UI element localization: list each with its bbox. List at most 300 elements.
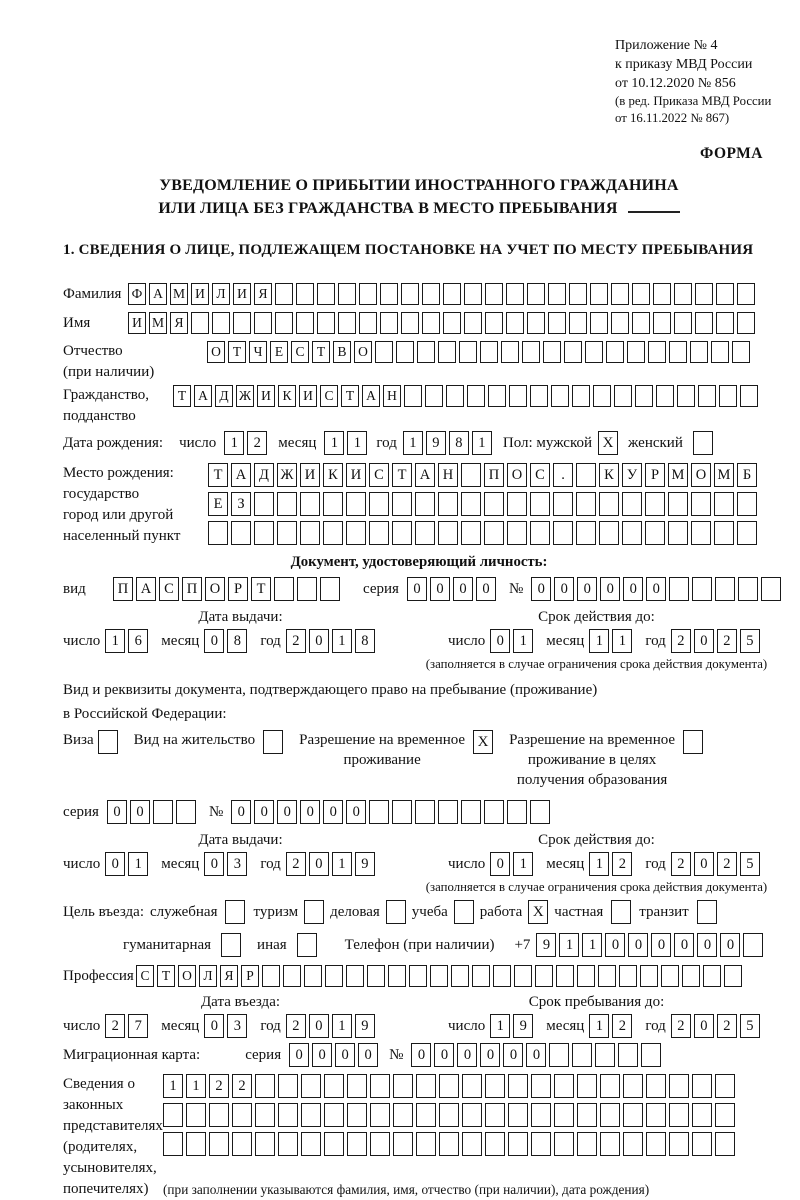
form-cell[interactable] bbox=[464, 283, 482, 305]
form-cell[interactable] bbox=[422, 312, 440, 334]
form-cell[interactable] bbox=[576, 521, 596, 545]
form-cell[interactable]: 2 bbox=[286, 852, 306, 876]
form-cell[interactable] bbox=[611, 900, 631, 924]
form-cell[interactable] bbox=[711, 341, 729, 363]
form-cell[interactable] bbox=[622, 492, 642, 516]
form-cell[interactable] bbox=[661, 965, 679, 987]
form-cell[interactable] bbox=[416, 1103, 436, 1127]
form-cell[interactable] bbox=[646, 1132, 666, 1156]
form-cell[interactable]: 0 bbox=[107, 800, 127, 824]
form-cell[interactable] bbox=[278, 1074, 298, 1098]
form-cell[interactable] bbox=[508, 1074, 528, 1098]
form-cell[interactable]: И bbox=[128, 312, 146, 334]
form-cell[interactable] bbox=[225, 900, 245, 924]
form-cell[interactable] bbox=[674, 312, 692, 334]
form-cell[interactable] bbox=[527, 312, 545, 334]
form-cell[interactable] bbox=[380, 283, 398, 305]
form-cell[interactable] bbox=[577, 1074, 597, 1098]
form-cell[interactable] bbox=[697, 900, 717, 924]
form-cell[interactable]: 0 bbox=[309, 1014, 329, 1038]
form-cell[interactable]: М bbox=[149, 312, 167, 334]
form-cell[interactable]: А bbox=[231, 463, 251, 487]
form-cell[interactable] bbox=[506, 283, 524, 305]
form-cell[interactable]: М bbox=[714, 463, 734, 487]
form-cell[interactable] bbox=[576, 492, 596, 516]
form-cell[interactable] bbox=[346, 492, 366, 516]
form-cell[interactable] bbox=[646, 1074, 666, 1098]
form-cell[interactable]: 0 bbox=[105, 852, 125, 876]
form-cell[interactable]: 1 bbox=[332, 629, 352, 653]
form-cell[interactable] bbox=[600, 1103, 620, 1127]
form-cell[interactable] bbox=[454, 900, 474, 924]
form-cell[interactable] bbox=[323, 521, 343, 545]
form-cell[interactable] bbox=[369, 521, 389, 545]
form-cell[interactable] bbox=[462, 1103, 482, 1127]
form-cell[interactable] bbox=[467, 385, 485, 407]
form-cell[interactable] bbox=[401, 283, 419, 305]
form-cell[interactable]: 1 bbox=[472, 431, 492, 455]
form-cell[interactable] bbox=[296, 283, 314, 305]
form-cell[interactable] bbox=[600, 1074, 620, 1098]
form-cell[interactable]: Т bbox=[157, 965, 175, 987]
form-cell[interactable]: И bbox=[346, 463, 366, 487]
form-cell[interactable] bbox=[653, 312, 671, 334]
form-cell[interactable]: И bbox=[233, 283, 251, 305]
form-cell[interactable]: Р bbox=[228, 577, 248, 601]
form-cell[interactable] bbox=[404, 385, 422, 407]
form-cell[interactable]: 0 bbox=[490, 629, 510, 653]
form-cell[interactable]: О bbox=[507, 463, 527, 487]
form-cell[interactable] bbox=[98, 730, 118, 754]
form-cell[interactable]: 1 bbox=[490, 1014, 510, 1038]
form-cell[interactable] bbox=[715, 1074, 735, 1098]
form-cell[interactable] bbox=[623, 1074, 643, 1098]
form-cell[interactable] bbox=[277, 492, 297, 516]
form-cell[interactable] bbox=[554, 1103, 574, 1127]
form-cell[interactable]: М bbox=[170, 283, 188, 305]
form-cell[interactable] bbox=[548, 283, 566, 305]
form-cell[interactable] bbox=[645, 492, 665, 516]
form-cell[interactable]: В bbox=[333, 341, 351, 363]
form-cell[interactable]: А bbox=[194, 385, 212, 407]
form-cell[interactable] bbox=[484, 800, 504, 824]
form-cell[interactable] bbox=[645, 521, 665, 545]
form-cell[interactable] bbox=[714, 492, 734, 516]
form-cell[interactable] bbox=[425, 385, 443, 407]
form-cell[interactable] bbox=[576, 463, 596, 487]
form-cell[interactable] bbox=[590, 283, 608, 305]
form-cell[interactable]: 1 bbox=[589, 629, 609, 653]
form-cell[interactable] bbox=[393, 1103, 413, 1127]
form-cell[interactable] bbox=[564, 341, 582, 363]
form-cell[interactable]: 0 bbox=[289, 1043, 309, 1067]
form-cell[interactable]: К bbox=[599, 463, 619, 487]
form-cell[interactable]: 2 bbox=[286, 629, 306, 653]
form-cell[interactable] bbox=[646, 1103, 666, 1127]
form-cell[interactable]: Т bbox=[208, 463, 228, 487]
form-cell[interactable] bbox=[737, 521, 757, 545]
form-cell[interactable]: 0 bbox=[480, 1043, 500, 1067]
form-cell[interactable]: 2 bbox=[612, 1014, 632, 1038]
form-cell[interactable]: И bbox=[191, 283, 209, 305]
form-cell[interactable]: X bbox=[598, 431, 618, 455]
form-cell[interactable]: А bbox=[136, 577, 156, 601]
form-cell[interactable]: С bbox=[320, 385, 338, 407]
form-cell[interactable]: 1 bbox=[513, 852, 533, 876]
form-cell[interactable]: С bbox=[291, 341, 309, 363]
form-cell[interactable]: 9 bbox=[513, 1014, 533, 1038]
form-cell[interactable]: 0 bbox=[346, 800, 366, 824]
form-cell[interactable]: 3 bbox=[227, 852, 247, 876]
form-cell[interactable] bbox=[255, 1103, 275, 1127]
form-cell[interactable] bbox=[367, 965, 385, 987]
form-cell[interactable] bbox=[393, 1074, 413, 1098]
form-cell[interactable]: 7 bbox=[128, 1014, 148, 1038]
form-cell[interactable] bbox=[324, 1103, 344, 1127]
form-cell[interactable] bbox=[297, 577, 317, 601]
form-cell[interactable] bbox=[653, 283, 671, 305]
form-cell[interactable] bbox=[554, 1132, 574, 1156]
form-cell[interactable]: 0 bbox=[407, 577, 427, 601]
form-cell[interactable] bbox=[393, 1132, 413, 1156]
form-cell[interactable] bbox=[543, 341, 561, 363]
form-cell[interactable] bbox=[380, 312, 398, 334]
form-cell[interactable] bbox=[375, 341, 393, 363]
form-cell[interactable]: И bbox=[299, 385, 317, 407]
form-cell[interactable]: 2 bbox=[717, 1014, 737, 1038]
form-cell[interactable]: 2 bbox=[209, 1074, 229, 1098]
form-cell[interactable]: 0 bbox=[323, 800, 343, 824]
form-cell[interactable] bbox=[208, 521, 228, 545]
form-cell[interactable] bbox=[514, 965, 532, 987]
form-cell[interactable]: 5 bbox=[740, 1014, 760, 1038]
form-cell[interactable]: И bbox=[257, 385, 275, 407]
form-cell[interactable] bbox=[692, 1103, 712, 1127]
form-cell[interactable] bbox=[577, 1132, 597, 1156]
form-cell[interactable] bbox=[439, 1074, 459, 1098]
form-cell[interactable]: С bbox=[369, 463, 389, 487]
form-cell[interactable] bbox=[392, 521, 412, 545]
form-cell[interactable] bbox=[275, 283, 293, 305]
form-cell[interactable]: 5 bbox=[740, 852, 760, 876]
form-cell[interactable] bbox=[493, 965, 511, 987]
form-cell[interactable] bbox=[274, 577, 294, 601]
form-cell[interactable]: О bbox=[691, 463, 711, 487]
form-cell[interactable]: 9 bbox=[536, 933, 556, 957]
form-cell[interactable] bbox=[618, 1043, 638, 1067]
form-cell[interactable] bbox=[304, 900, 324, 924]
form-cell[interactable]: Н bbox=[438, 463, 458, 487]
form-cell[interactable] bbox=[323, 492, 343, 516]
form-cell[interactable] bbox=[480, 341, 498, 363]
form-cell[interactable] bbox=[614, 385, 632, 407]
form-cell[interactable]: 1 bbox=[332, 1014, 352, 1038]
form-cell[interactable] bbox=[415, 521, 435, 545]
form-cell[interactable]: 1 bbox=[589, 1014, 609, 1038]
form-cell[interactable] bbox=[263, 730, 283, 754]
form-cell[interactable] bbox=[669, 1103, 689, 1127]
form-cell[interactable] bbox=[703, 965, 721, 987]
form-cell[interactable] bbox=[501, 341, 519, 363]
form-cell[interactable] bbox=[461, 800, 481, 824]
form-cell[interactable] bbox=[531, 1103, 551, 1127]
form-cell[interactable] bbox=[221, 933, 241, 957]
form-cell[interactable]: Л bbox=[199, 965, 217, 987]
form-cell[interactable]: 2 bbox=[232, 1074, 252, 1098]
form-cell[interactable] bbox=[622, 521, 642, 545]
form-cell[interactable] bbox=[176, 800, 196, 824]
form-cell[interactable] bbox=[507, 800, 527, 824]
form-cell[interactable] bbox=[606, 341, 624, 363]
form-cell[interactable] bbox=[438, 521, 458, 545]
form-cell[interactable] bbox=[461, 492, 481, 516]
form-cell[interactable]: А bbox=[149, 283, 167, 305]
form-cell[interactable] bbox=[690, 341, 708, 363]
form-cell[interactable]: 1 bbox=[332, 852, 352, 876]
form-cell[interactable]: Ф bbox=[128, 283, 146, 305]
form-cell[interactable] bbox=[530, 385, 548, 407]
form-cell[interactable] bbox=[396, 341, 414, 363]
form-cell[interactable]: 0 bbox=[600, 577, 620, 601]
form-cell[interactable] bbox=[430, 965, 448, 987]
form-cell[interactable] bbox=[640, 965, 658, 987]
form-cell[interactable] bbox=[417, 341, 435, 363]
form-cell[interactable]: 0 bbox=[130, 800, 150, 824]
form-cell[interactable] bbox=[669, 1074, 689, 1098]
form-cell[interactable]: 0 bbox=[309, 852, 329, 876]
form-cell[interactable]: 0 bbox=[651, 933, 671, 957]
form-cell[interactable]: 0 bbox=[309, 629, 329, 653]
form-cell[interactable] bbox=[278, 1132, 298, 1156]
form-cell[interactable]: Я bbox=[220, 965, 238, 987]
form-cell[interactable] bbox=[522, 341, 540, 363]
form-cell[interactable]: 0 bbox=[628, 933, 648, 957]
form-cell[interactable] bbox=[186, 1103, 206, 1127]
form-cell[interactable] bbox=[320, 577, 340, 601]
form-cell[interactable] bbox=[233, 312, 251, 334]
form-cell[interactable]: 0 bbox=[204, 1014, 224, 1038]
form-cell[interactable] bbox=[508, 1103, 528, 1127]
form-cell[interactable] bbox=[585, 341, 603, 363]
form-cell[interactable]: Т bbox=[341, 385, 359, 407]
form-cell[interactable]: Ж bbox=[277, 463, 297, 487]
form-cell[interactable] bbox=[761, 577, 781, 601]
form-cell[interactable] bbox=[275, 312, 293, 334]
form-cell[interactable] bbox=[416, 1132, 436, 1156]
form-cell[interactable]: 0 bbox=[720, 933, 740, 957]
form-cell[interactable] bbox=[415, 492, 435, 516]
form-cell[interactable] bbox=[598, 965, 616, 987]
form-cell[interactable] bbox=[668, 521, 688, 545]
form-cell[interactable]: 0 bbox=[457, 1043, 477, 1067]
form-cell[interactable] bbox=[648, 341, 666, 363]
form-cell[interactable] bbox=[232, 1132, 252, 1156]
form-cell[interactable]: И bbox=[300, 463, 320, 487]
form-cell[interactable]: 2 bbox=[612, 852, 632, 876]
form-cell[interactable]: 3 bbox=[227, 1014, 247, 1038]
form-cell[interactable] bbox=[669, 577, 689, 601]
form-cell[interactable]: 1 bbox=[163, 1074, 183, 1098]
form-cell[interactable] bbox=[347, 1132, 367, 1156]
form-cell[interactable]: 1 bbox=[403, 431, 423, 455]
form-cell[interactable] bbox=[409, 965, 427, 987]
form-cell[interactable]: 0 bbox=[577, 577, 597, 601]
form-cell[interactable] bbox=[719, 385, 737, 407]
form-cell[interactable] bbox=[635, 385, 653, 407]
form-cell[interactable] bbox=[577, 1103, 597, 1127]
form-cell[interactable] bbox=[254, 312, 272, 334]
form-cell[interactable]: 1 bbox=[559, 933, 579, 957]
form-cell[interactable] bbox=[632, 283, 650, 305]
form-cell[interactable] bbox=[683, 730, 703, 754]
form-cell[interactable]: X bbox=[528, 900, 548, 924]
form-cell[interactable] bbox=[632, 312, 650, 334]
form-cell[interactable] bbox=[300, 521, 320, 545]
form-cell[interactable]: 0 bbox=[312, 1043, 332, 1067]
form-cell[interactable]: . bbox=[553, 463, 573, 487]
form-cell[interactable] bbox=[715, 577, 735, 601]
form-cell[interactable] bbox=[507, 521, 527, 545]
form-cell[interactable]: Т bbox=[312, 341, 330, 363]
form-cell[interactable]: 6 bbox=[128, 629, 148, 653]
form-cell[interactable] bbox=[531, 1132, 551, 1156]
form-cell[interactable]: 0 bbox=[434, 1043, 454, 1067]
form-cell[interactable] bbox=[209, 1103, 229, 1127]
form-cell[interactable]: Л bbox=[212, 283, 230, 305]
form-cell[interactable]: 2 bbox=[286, 1014, 306, 1038]
blank-underline[interactable] bbox=[628, 197, 680, 213]
form-cell[interactable] bbox=[359, 283, 377, 305]
form-cell[interactable] bbox=[724, 965, 742, 987]
form-cell[interactable] bbox=[611, 312, 629, 334]
form-cell[interactable] bbox=[369, 800, 389, 824]
form-cell[interactable] bbox=[691, 521, 711, 545]
form-cell[interactable] bbox=[388, 965, 406, 987]
form-cell[interactable] bbox=[740, 385, 758, 407]
form-cell[interactable]: 2 bbox=[671, 852, 691, 876]
form-cell[interactable] bbox=[593, 385, 611, 407]
form-cell[interactable]: М bbox=[668, 463, 688, 487]
form-cell[interactable] bbox=[301, 1132, 321, 1156]
form-cell[interactable] bbox=[716, 283, 734, 305]
form-cell[interactable] bbox=[438, 492, 458, 516]
form-cell[interactable]: 2 bbox=[717, 629, 737, 653]
form-cell[interactable]: Т bbox=[392, 463, 412, 487]
form-cell[interactable]: 8 bbox=[227, 629, 247, 653]
form-cell[interactable]: 2 bbox=[671, 1014, 691, 1038]
form-cell[interactable] bbox=[691, 492, 711, 516]
form-cell[interactable]: 0 bbox=[674, 933, 694, 957]
form-cell[interactable] bbox=[507, 492, 527, 516]
form-cell[interactable] bbox=[317, 283, 335, 305]
form-cell[interactable]: О bbox=[354, 341, 372, 363]
form-cell[interactable]: К bbox=[278, 385, 296, 407]
form-cell[interactable] bbox=[553, 521, 573, 545]
form-cell[interactable] bbox=[577, 965, 595, 987]
form-cell[interactable] bbox=[277, 521, 297, 545]
form-cell[interactable]: 0 bbox=[503, 1043, 523, 1067]
form-cell[interactable]: 0 bbox=[300, 800, 320, 824]
form-cell[interactable] bbox=[347, 1074, 367, 1098]
form-cell[interactable]: 0 bbox=[231, 800, 251, 824]
form-cell[interactable] bbox=[484, 492, 504, 516]
form-cell[interactable] bbox=[301, 1103, 321, 1127]
form-cell[interactable] bbox=[737, 312, 755, 334]
form-cell[interactable] bbox=[401, 312, 419, 334]
form-cell[interactable] bbox=[209, 1132, 229, 1156]
form-cell[interactable] bbox=[619, 965, 637, 987]
form-cell[interactable]: 0 bbox=[358, 1043, 378, 1067]
form-cell[interactable] bbox=[254, 492, 274, 516]
form-cell[interactable]: 2 bbox=[247, 431, 267, 455]
form-cell[interactable]: Б bbox=[737, 463, 757, 487]
form-cell[interactable] bbox=[461, 463, 481, 487]
form-cell[interactable] bbox=[485, 1132, 505, 1156]
form-cell[interactable]: 0 bbox=[694, 1014, 714, 1038]
form-cell[interactable] bbox=[656, 385, 674, 407]
form-cell[interactable] bbox=[695, 312, 713, 334]
form-cell[interactable] bbox=[485, 1074, 505, 1098]
form-cell[interactable] bbox=[572, 1043, 592, 1067]
form-cell[interactable] bbox=[553, 492, 573, 516]
form-cell[interactable] bbox=[698, 385, 716, 407]
form-cell[interactable] bbox=[163, 1132, 183, 1156]
form-cell[interactable]: 0 bbox=[430, 577, 450, 601]
form-cell[interactable] bbox=[472, 965, 490, 987]
form-cell[interactable]: О bbox=[178, 965, 196, 987]
form-cell[interactable]: О bbox=[205, 577, 225, 601]
form-cell[interactable] bbox=[283, 965, 301, 987]
form-cell[interactable]: П bbox=[113, 577, 133, 601]
form-cell[interactable] bbox=[325, 965, 343, 987]
form-cell[interactable] bbox=[692, 577, 712, 601]
form-cell[interactable] bbox=[212, 312, 230, 334]
form-cell[interactable] bbox=[324, 1132, 344, 1156]
form-cell[interactable]: Т bbox=[251, 577, 271, 601]
form-cell[interactable]: А bbox=[415, 463, 435, 487]
form-cell[interactable] bbox=[506, 312, 524, 334]
form-cell[interactable] bbox=[464, 312, 482, 334]
form-cell[interactable]: 1 bbox=[324, 431, 344, 455]
form-cell[interactable]: 0 bbox=[554, 577, 574, 601]
form-cell[interactable] bbox=[674, 283, 692, 305]
form-cell[interactable] bbox=[737, 283, 755, 305]
form-cell[interactable]: С bbox=[159, 577, 179, 601]
form-cell[interactable]: 1 bbox=[347, 431, 367, 455]
form-cell[interactable] bbox=[508, 1132, 528, 1156]
form-cell[interactable]: 1 bbox=[513, 629, 533, 653]
form-cell[interactable]: 2 bbox=[717, 852, 737, 876]
form-cell[interactable] bbox=[599, 492, 619, 516]
form-cell[interactable] bbox=[304, 965, 322, 987]
form-cell[interactable] bbox=[346, 965, 364, 987]
form-cell[interactable]: 0 bbox=[254, 800, 274, 824]
form-cell[interactable] bbox=[392, 492, 412, 516]
form-cell[interactable] bbox=[386, 900, 406, 924]
form-cell[interactable] bbox=[459, 341, 477, 363]
form-cell[interactable]: 5 bbox=[740, 629, 760, 653]
form-cell[interactable] bbox=[611, 283, 629, 305]
form-cell[interactable] bbox=[738, 577, 758, 601]
form-cell[interactable] bbox=[255, 1074, 275, 1098]
form-cell[interactable] bbox=[451, 965, 469, 987]
form-cell[interactable] bbox=[668, 492, 688, 516]
form-cell[interactable] bbox=[737, 492, 757, 516]
form-cell[interactable] bbox=[278, 1103, 298, 1127]
form-cell[interactable] bbox=[595, 1043, 615, 1067]
form-cell[interactable]: 0 bbox=[476, 577, 496, 601]
form-cell[interactable]: Я bbox=[254, 283, 272, 305]
